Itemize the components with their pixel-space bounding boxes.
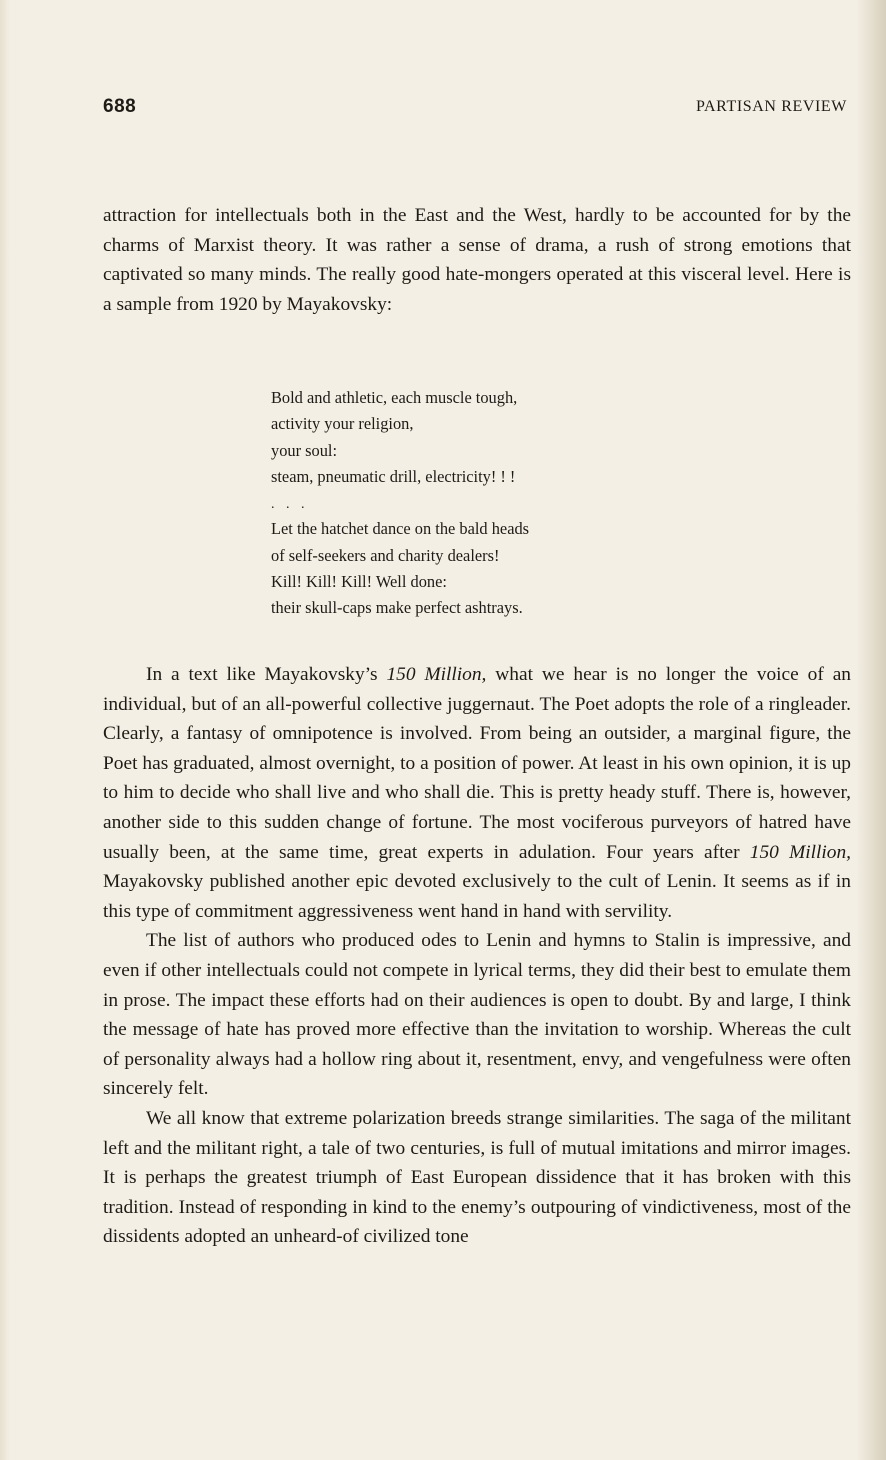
poem-line: Kill! Kill! Kill! Well done: bbox=[271, 572, 447, 592]
paragraph-1: attraction for intellectuals both in the East and the West, hardly to be accounted for by the charms of Marxist theory. It was rather a sense of drama, a rush of strong emotions that captivated so many minds. The really good hate-mongers operated at this visceral level. Here is a sample from 1920 by Mayakovsky: bbox=[103, 205, 851, 315]
poem-line: steam, pneumatic drill, electricity! ! ! bbox=[271, 466, 516, 486]
poem-line: Let the hatchet dance on the bald heads bbox=[271, 519, 530, 539]
poem-line: their skull-caps make perfect ashtrays. bbox=[271, 598, 523, 618]
page-number: 688 bbox=[103, 96, 137, 117]
paragraph-2 bbox=[103, 660, 851, 926]
page-edge-shadow bbox=[856, 0, 886, 1460]
paragraph-2-text: Mayakovsky published another epic devoted exclusively to the cult of Lenin. It seems as if in this type of commitment aggressiveness went hand in hand with servility. bbox=[103, 871, 851, 922]
poem-line: of self-seekers and charity dealers! bbox=[271, 545, 500, 565]
page-gutter-shadow bbox=[0, 0, 10, 1460]
page-header bbox=[103, 96, 847, 126]
paragraph-3: The list of authors who produced odes to Lenin and hymns to Stalin is impressive, and even if other intellectuals could not compete in lyrical terms, they did their best to emulate them in prose. The impact these efforts had on their audiences is open to doubt. By and large, I think the message of hate has proved more effective than the invitation to worship. Whereas the cult of personality always had a hollow ring about it, resentment, envy, and vengefulness were often sincerely felt. bbox=[103, 930, 851, 1100]
paragraph-2-text: In a text like Mayakovsky’s bbox=[146, 664, 387, 685]
body-text-main bbox=[103, 660, 851, 1252]
paragraph-4: We all know that extreme polarization breeds strange similarities. The saga of the militant left and the militant right, a tale of two centuries, is full of mutual imitations and mirror images. It is perhaps the greatest triumph of East European dissidence that it has broken with this tradition. Instead of responding in kind to the enemy’s outpouring of vindictiveness, most of the dissidents adopted an unheard-of civilized tone bbox=[103, 1107, 851, 1248]
paragraph-2-text: what we hear is no longer the voice of an individual, but of an all-powerful collective juggernaut. The Poet adopts the role of a ringleader. Clearly, a fantasy of omnipotence is involved. From being an outsider, a marginal figure, the Poet has graduated, almost overnight, to a position of power. At least in his own opinion, it is up to him to decide who shall live and who shall die. This is pretty heady stuff. There is, however, another side to this sudden change of fortune. The most vociferous purveyors of hatred have usually been, at the same time, great experts in adulation. Four years after bbox=[103, 664, 851, 863]
poem-quotation bbox=[271, 385, 771, 622]
book-title: 150 Million, bbox=[749, 841, 852, 863]
poem-line: activity your religion, bbox=[271, 414, 414, 434]
poem-ellipsis: . . . bbox=[271, 497, 309, 513]
poem-line: Bold and athletic, each muscle tough, bbox=[271, 388, 518, 407]
book-title: 150 Million, bbox=[386, 664, 487, 685]
body-text-intro bbox=[103, 201, 851, 319]
poem-line: your soul: bbox=[271, 440, 338, 460]
running-head: PARTISAN REVIEW bbox=[695, 98, 847, 115]
